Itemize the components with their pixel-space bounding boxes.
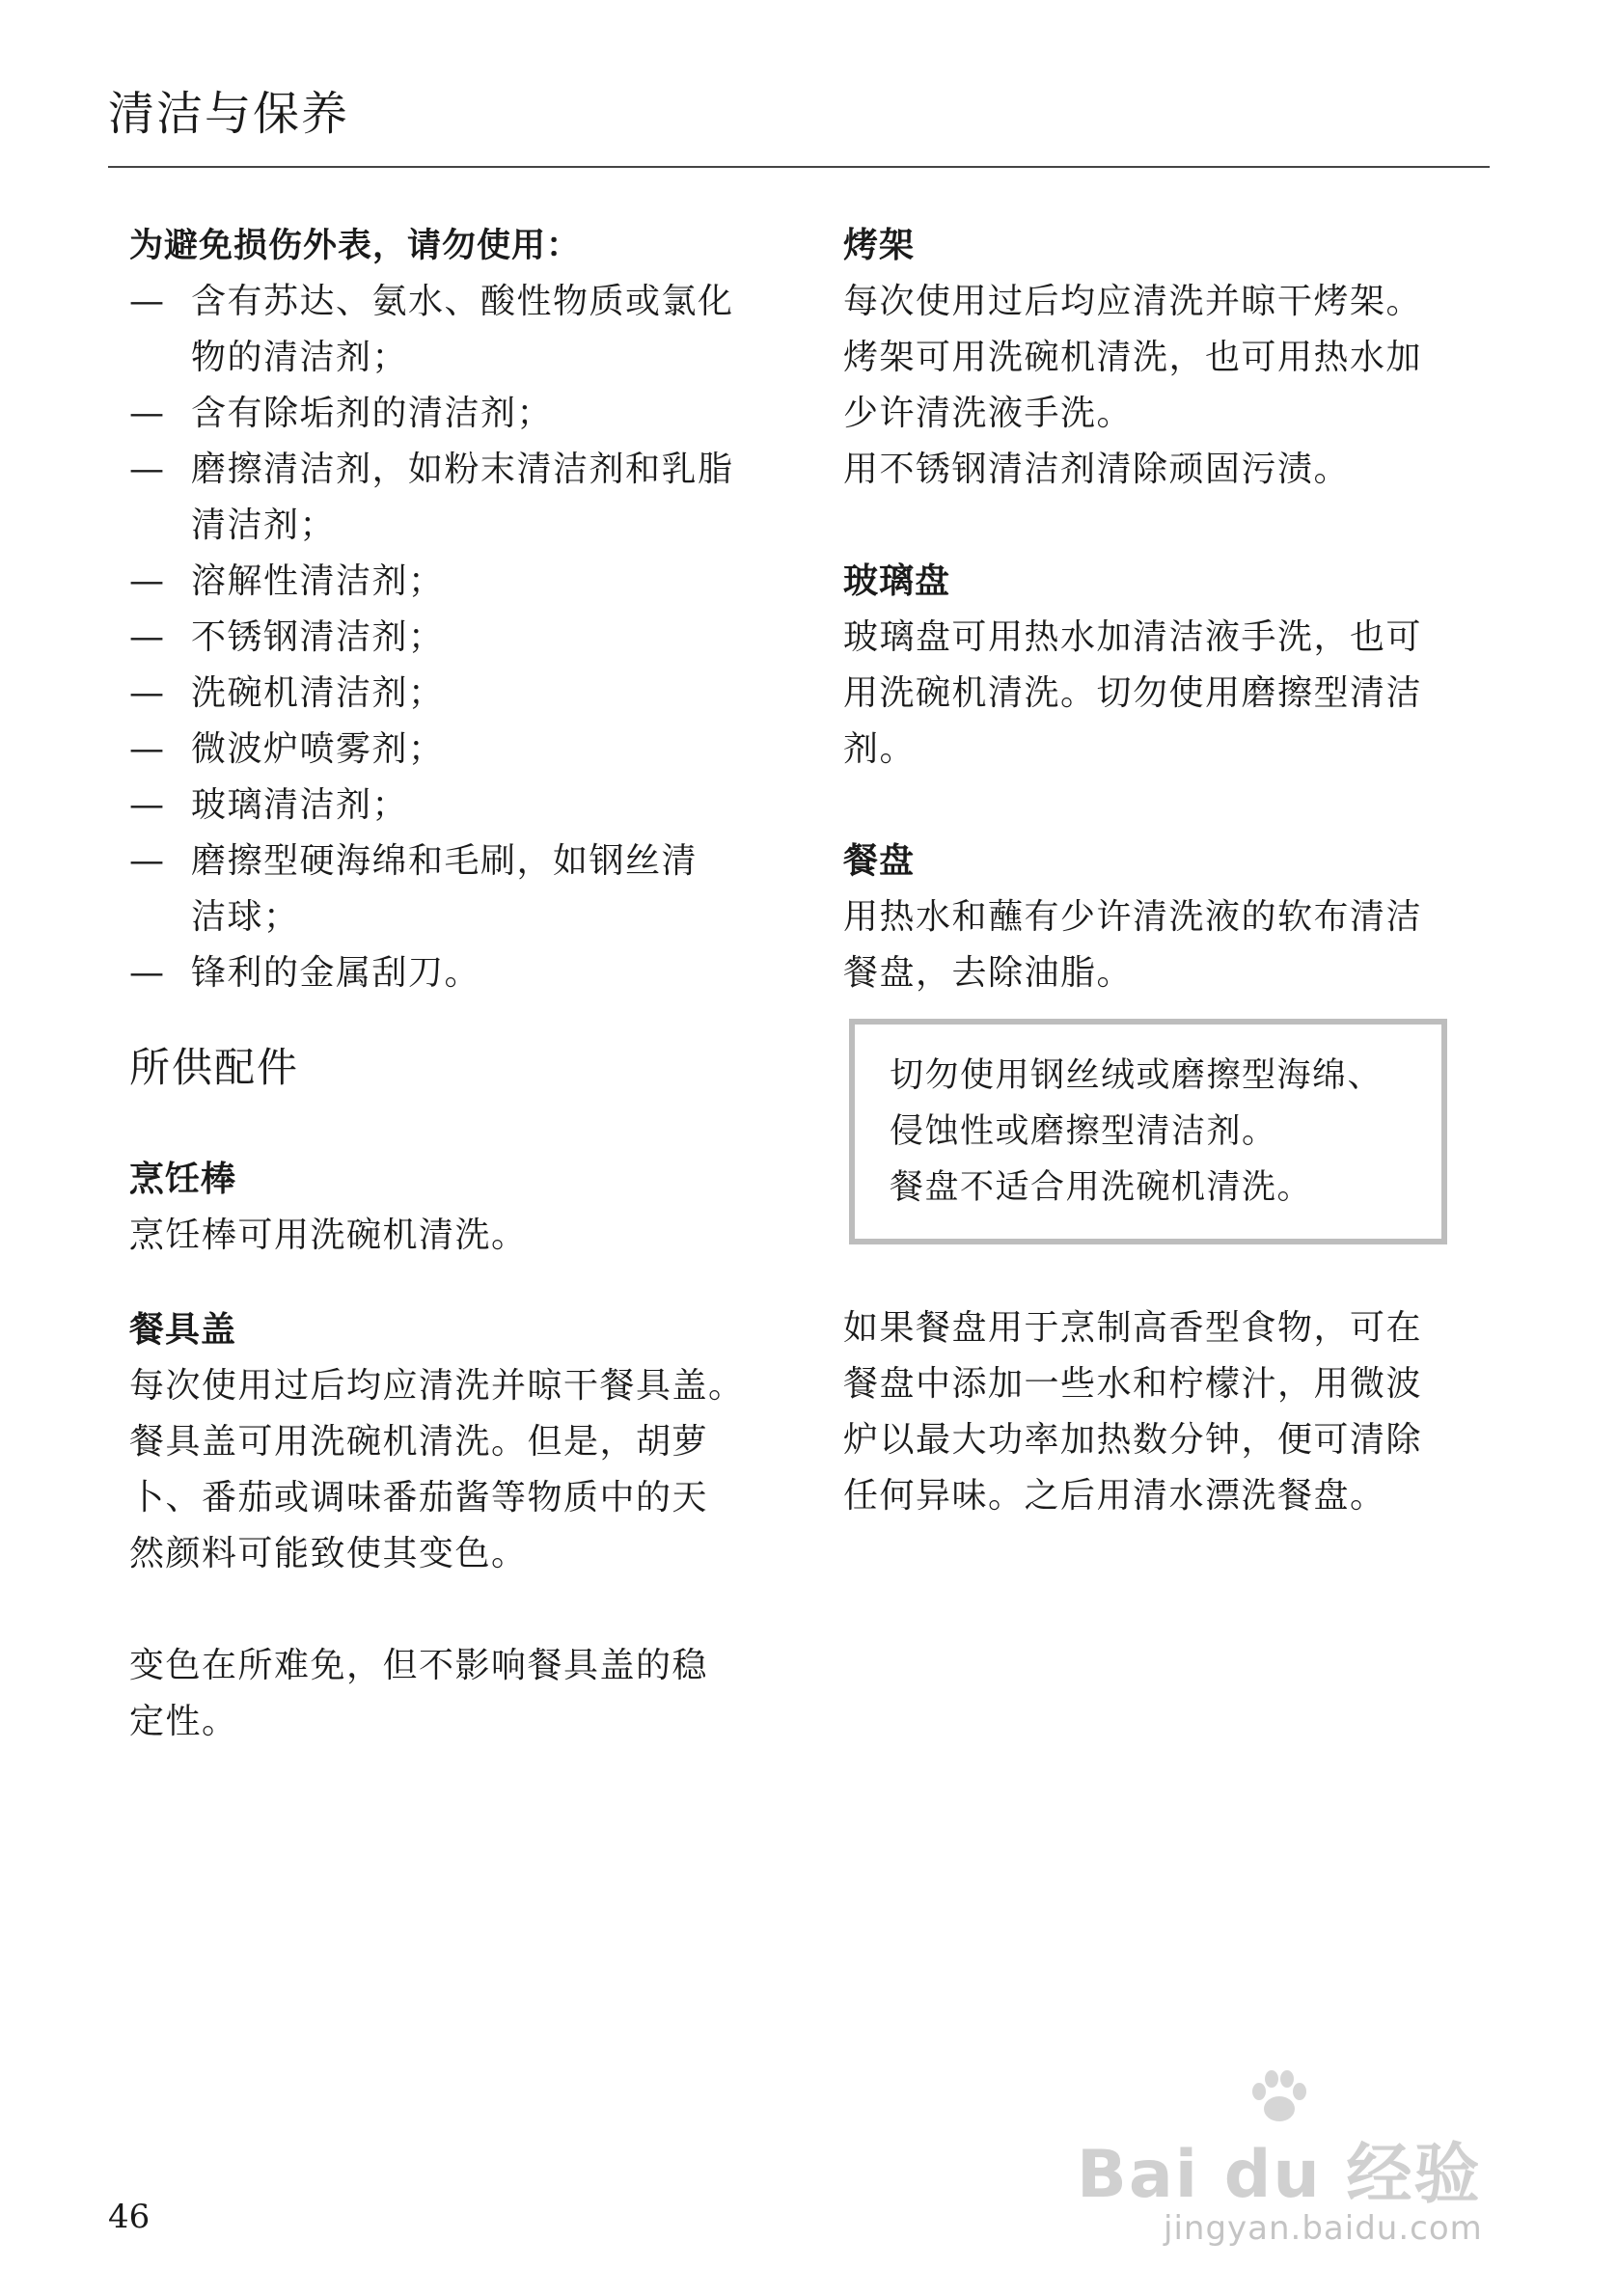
watermark-brand: Bai du 经验: [1077, 2137, 1482, 2213]
list-item-text: 玻璃清洁剂；: [191, 785, 409, 825]
rack-text-line: 少许清洗液手洗。: [843, 394, 1134, 433]
list-item: [129, 834, 795, 945]
glass-plate-text-line: 用洗碗机清洗。切勿使用磨擦型清洁: [843, 673, 1423, 713]
list-item-text: 清洁剂；: [191, 506, 337, 545]
cover-text-line: 卜、番茄或调味番茄酱等物质中的天: [129, 1478, 709, 1517]
list-item-text: 锋利的金属刮刀。: [191, 953, 481, 993]
list-item: [129, 554, 795, 610]
rack-heading: 烤架: [843, 226, 916, 265]
list-item: [129, 722, 795, 778]
list-item-text: 含有苏达、氨水、酸性物质或氯化: [191, 282, 734, 321]
list-item: [129, 442, 795, 554]
list-item-text: 洁球；: [191, 897, 300, 937]
cover-note-line: 定性。: [129, 1702, 238, 1741]
dash-icon: —: [129, 561, 166, 601]
dash-icon: —: [129, 394, 166, 433]
rack-text-line: 烤架可用洗碗机清洗，也可用热水加: [843, 338, 1423, 377]
plate-text-line: 餐盘，去除油脂。: [843, 953, 1134, 993]
warning-list: [129, 274, 795, 1001]
list-item: [129, 274, 795, 386]
odor-text-line: 炉以最大功率加热数分钟，便可清除: [843, 1420, 1423, 1460]
left-column: [129, 218, 795, 1750]
warning-heading: 为避免损伤外表，请勿使用：: [129, 227, 582, 265]
cooking-stick-heading: 烹饪棒: [129, 1160, 237, 1199]
list-item-text: 不锈钢清洁剂；: [191, 617, 445, 657]
cover-text-line: 每次使用过后均应清洗并晾干餐具盖。: [129, 1366, 745, 1406]
watermark-url: jingyan.baidu.com: [1164, 2209, 1483, 2248]
rack-text-line: 用不锈钢清洁剂清除顽固污渍。: [843, 450, 1351, 489]
list-item-text: 溶解性清洁剂；: [191, 561, 445, 601]
accessories-heading: 所供配件: [129, 1044, 300, 1091]
dash-icon: —: [129, 729, 166, 769]
dash-icon: —: [129, 450, 166, 489]
page-number: 46: [108, 2198, 151, 2236]
list-item-text: 物的清洁剂；: [191, 338, 409, 377]
list-item-text: 微波炉喷雾剂；: [191, 729, 445, 769]
odor-text-line: 如果餐盘用于烹制高香型食物，可在: [843, 1308, 1423, 1348]
glass-plate-heading: 玻璃盘: [843, 561, 951, 601]
right-column: [843, 218, 1499, 1524]
glass-plate-text-line: 剂。: [843, 729, 917, 769]
page-title: 清洁与保养: [108, 87, 350, 141]
list-item-text: 含有除垢剂的清洁剂；: [191, 394, 554, 433]
rack-text-line: 每次使用过后均应清洗并晾干烤架。: [843, 282, 1423, 321]
dash-icon: —: [129, 617, 166, 657]
list-item-text: 磨擦清洁剂，如粉末清洁剂和乳脂: [191, 450, 734, 489]
odor-text-line: 任何异味。之后用清水漂洗餐盘。: [843, 1476, 1386, 1516]
list-item-text: 磨擦型硬海绵和毛刷，如钢丝清: [191, 841, 699, 881]
glass-plate-text-line: 玻璃盘可用热水加清洁液手洗，也可: [843, 617, 1423, 657]
dash-icon: —: [129, 673, 166, 713]
notice-box: [849, 1019, 1447, 1244]
notice-line: 切勿使用钢丝绒或磨擦型海绵、: [890, 1056, 1384, 1095]
notice-line: 餐盘不适合用洗碗机清洗。: [890, 1168, 1313, 1207]
plate-text-line: 用热水和蘸有少许清洗液的软布清洁: [843, 897, 1423, 937]
cover-note-line: 变色在所难免，但不影响餐具盖的稳: [129, 1646, 709, 1685]
list-item: [129, 778, 795, 834]
list-item: [129, 945, 795, 1001]
list-item-text: 洗碗机清洁剂；: [191, 673, 445, 713]
plate-heading: 餐盘: [843, 841, 916, 881]
cover-text-line: 餐具盖可用洗碗机清洗。但是，胡萝: [129, 1422, 709, 1462]
list-item: [129, 610, 795, 666]
baidu-watermark: [1077, 2055, 1521, 2248]
dash-icon: —: [129, 953, 166, 993]
dash-icon: —: [129, 282, 166, 321]
header-divider: [108, 166, 1490, 168]
dash-icon: —: [129, 841, 166, 881]
list-item: [129, 666, 795, 722]
cover-text-line: 然颜料可能致使其变色。: [129, 1534, 528, 1573]
odor-text-line: 餐盘中添加一些水和柠檬汁，用微波: [843, 1364, 1423, 1404]
cover-heading: 餐具盖: [129, 1310, 237, 1350]
list-item: [129, 386, 795, 442]
notice-line: 侵蚀性或磨擦型清洁剂。: [890, 1112, 1277, 1151]
dash-icon: —: [129, 785, 166, 825]
cooking-stick-text: 烹饪棒可用洗碗机清洗。: [129, 1216, 528, 1255]
